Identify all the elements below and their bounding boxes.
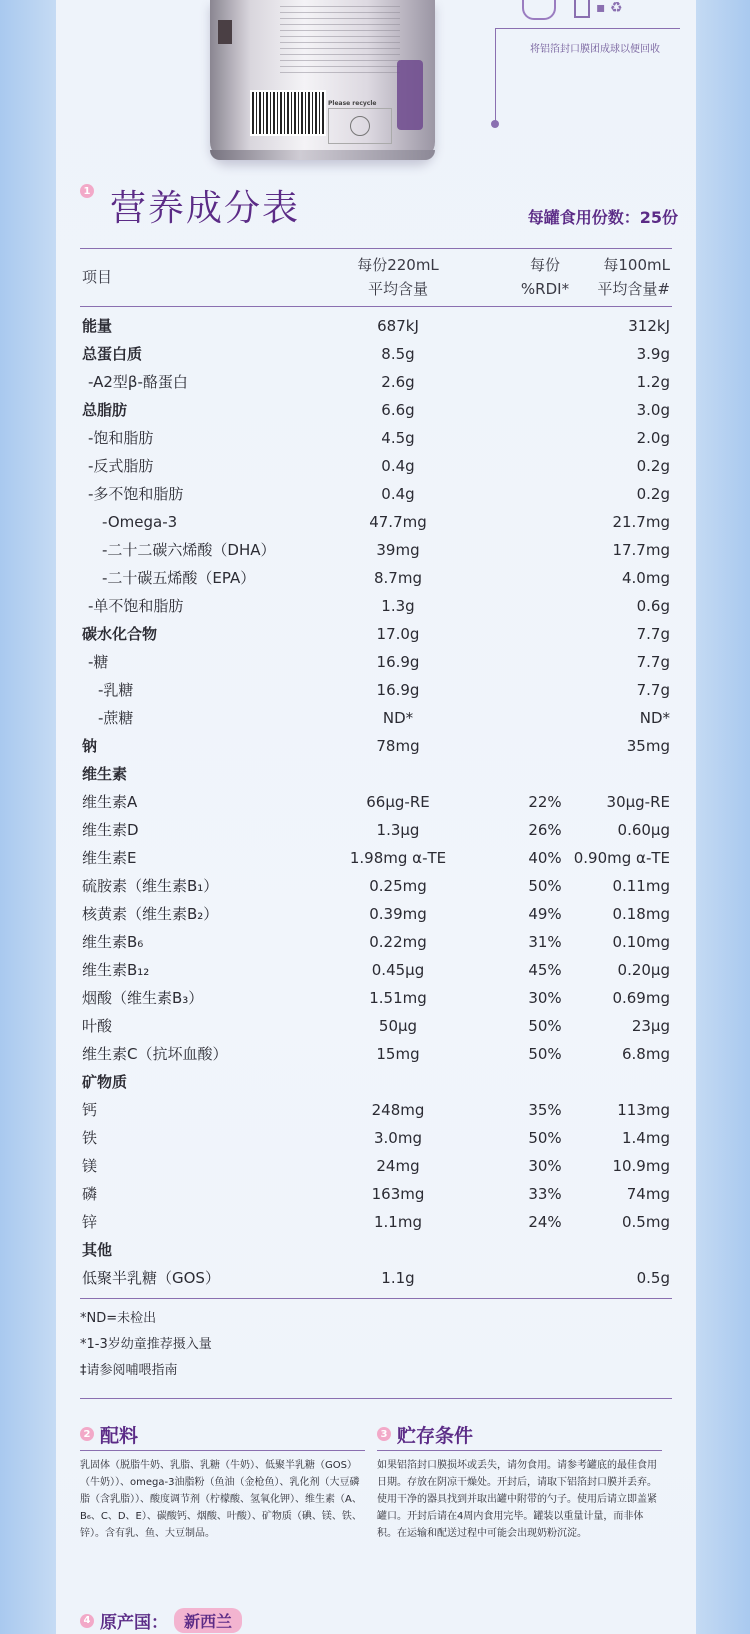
table-row [80,844,672,872]
row-name: 总蛋白质 [82,345,143,363]
servings-per-can: 每罐食用份数：25份 [527,208,678,227]
barcode-icon [250,90,326,136]
row-name: 维生素C（抗坏血酸） [82,1045,228,1063]
table-row [80,620,672,648]
row-per-serving: 0.4g [381,485,415,503]
table-row [80,508,672,536]
header-per-100ml [597,253,670,301]
callout-line-h [495,28,680,29]
row-per-100ml: 7.7g [636,625,670,643]
ingredients-rule [80,1450,365,1451]
row-rdi: 49% [528,905,562,923]
table-row [80,732,672,760]
table-row [80,1040,672,1068]
row-per-100ml: 2.0g [636,429,670,447]
header-per-serving [328,253,468,301]
row-per-100ml: 7.7g [636,681,670,699]
row-rdi: 40% [528,849,562,867]
nutrition-table-body [80,312,672,1292]
table-row [80,1180,672,1208]
row-per-serving: 163mg [371,1185,425,1203]
header-per-serving-line2: 平均含量 [367,280,428,298]
row-per-serving: 15mg [376,1045,420,1063]
bin-icon [574,0,590,18]
row-rdi: 24% [528,1213,562,1231]
table-row [80,1152,672,1180]
table-row [80,368,672,396]
row-per-serving: 3.0mg [374,1129,422,1147]
row-per-100ml: 0.69mg [612,989,670,1007]
row-name: 维生素D [82,821,139,839]
row-name: 矿物质 [82,1073,128,1091]
recycle-instruction-icons [514,0,634,24]
section-2-badge: 2 [80,1427,94,1441]
table-notes [80,1306,212,1384]
can-recycle-title: Please recycle [328,100,377,107]
table-row [80,956,672,984]
row-per-100ml: 0.2g [636,485,670,503]
row-per-serving: 4.5g [381,429,415,447]
row-per-100ml: 0.6g [636,597,670,615]
table-row [80,312,672,340]
row-name: 镁 [82,1157,98,1175]
row-per-100ml: 0.11mg [612,877,670,895]
row-per-100ml: 6.8mg [622,1045,670,1063]
section-4-badge: 4 [80,1614,94,1628]
notes-bottom-rule [80,1398,672,1399]
ingredients-heading [80,1422,365,1446]
row-per-100ml: 0.10mg [612,933,670,951]
header-item: 项目 [82,268,113,286]
row-name: 维生素B₁₂ [82,961,150,979]
storage-text: 如果铝箔封口膜损坏或丢失，请勿食用。请参考罐底的最佳食用日期。存放在阴凉干燥处。开封后，请取下铝箔封口膜并丢弃。使用干净的器具找到并取出罐中附带的勺子。使用后请立即盖紧罐口。开封后请在4周内食用完毕。罐装以重量计量，而非体积。在运输和配送过程中可能会出现奶粉沉淀。 [377,1460,657,1539]
row-per-100ml: 23μg [631,1017,670,1035]
note-nd: *ND=未检出 [80,1311,157,1326]
callout-text: 将铝箔封口膜团成球以便回收 [530,44,660,55]
table-row [80,1096,672,1124]
row-name: -反式脂肪 [88,457,154,475]
ingredients-text: 乳固体（脱脂牛奶、乳脂、乳糖（牛奶）、低聚半乳糖（GOS）（牛奶））、omega-3油脂粉（鱼油（金枪鱼）、乳化剂（大豆磷脂（含乳脂））、酸度调节剂（柠檬酸、氢氧化钾）、维生素（A、B₆、C、D、E）、碳酸钙、烟酸、叶酸）、矿物质（碘、镁、铁、锌）。含有乳、鱼、大豆制品。 [80,1460,362,1539]
storage-section [377,1422,662,1542]
row-per-100ml: ND* [639,709,670,727]
row-name: 铁 [82,1129,98,1147]
table-row [80,536,672,564]
row-per-serving: 16.9g [376,681,420,699]
row-name: 叶酸 [82,1017,113,1035]
table-row [80,872,672,900]
table-row [80,1264,672,1292]
row-name: -饱和脂肪 [88,429,154,447]
row-per-serving: 0.45μg [371,961,425,979]
table-row [80,928,672,956]
row-per-serving: 39mg [376,541,420,559]
row-per-serving: 1.1g [381,1269,415,1287]
table-row [80,704,672,732]
table-row [80,788,672,816]
row-per-100ml: 17.7mg [612,541,670,559]
ingredients-title: 配料 [100,1424,139,1447]
table-row [80,592,672,620]
row-per-100ml: 30μg-RE [606,793,670,811]
row-name: -Omega-3 [102,513,178,531]
row-per-serving: 8.5g [381,345,415,363]
row-per-serving: 1.3μg [376,821,420,839]
row-per-serving: 0.4g [381,457,415,475]
row-per-100ml: 3.9g [636,345,670,363]
row-name: 维生素E [82,849,137,867]
header-rdi [495,253,595,301]
table-top-rule [80,248,672,249]
row-name: 其他 [82,1241,113,1259]
row-name: 碳水化合物 [82,625,158,643]
row-per-100ml: 312kJ [628,317,670,335]
table-row [80,760,672,788]
row-name: -单不饱和脂肪 [88,597,184,615]
header-rdi-line2: %RDI* [520,280,570,298]
row-per-serving: 78mg [376,737,420,755]
row-per-serving: 1.3g [381,597,415,615]
storage-heading [377,1422,662,1446]
foil-ball-icon [522,0,556,20]
row-per-100ml: 0.20μg [617,961,670,979]
row-per-100ml: 0.2g [636,457,670,475]
row-name: -二十二碳六烯酸（DHA） [102,541,276,559]
row-rdi: 50% [528,1017,562,1035]
callout-dot [491,120,499,128]
can-recycle-box [328,108,392,144]
row-per-serving: 0.39mg [369,905,427,923]
can-logo-mark [218,20,232,44]
row-name: -多不饱和脂肪 [88,485,184,503]
row-per-100ml: 1.2g [636,373,670,391]
table-header-rule [80,306,672,307]
row-name: 能量 [82,317,113,335]
product-can-image [210,0,435,160]
row-per-serving: 6.6g [381,401,415,419]
table-row [80,816,672,844]
table-bottom-rule [80,1298,672,1299]
row-per-100ml: 0.18mg [612,905,670,923]
row-per-serving: 16.9g [376,653,420,671]
origin-row [80,1608,242,1633]
header-per-100ml-line1: 每100mL [603,256,670,274]
row-name: -A2型β-酪蛋白 [88,373,188,391]
row-per-100ml: 7.7g [636,653,670,671]
row-name: 低聚半乳糖（GOS） [82,1269,220,1287]
row-name: 锌 [82,1213,98,1231]
nutrition-title: 营养成分表 [110,188,301,229]
note-feeding: ‡请参阅哺喂指南 [80,1363,178,1378]
row-per-100ml: 0.5mg [622,1213,670,1231]
row-rdi: 30% [528,989,562,1007]
header-per-100ml-line2: 平均含量# [597,280,670,298]
row-per-100ml: 35mg [626,737,670,755]
row-per-100ml: 4.0mg [622,569,670,587]
row-per-serving: 50μg [378,1017,418,1035]
row-per-100ml: 113mg [617,1101,670,1119]
row-per-serving: 1.1mg [374,1213,422,1231]
ingredients-section [80,1422,365,1542]
table-row [80,452,672,480]
row-per-serving: 47.7mg [369,513,427,531]
row-per-100ml: 0.90mg α-TE [573,849,670,867]
row-per-serving: 17.0g [376,625,420,643]
row-name: 维生素B₆ [82,933,144,951]
row-per-serving: 8.7mg [374,569,422,587]
row-per-100ml: 21.7mg [612,513,670,531]
row-name: 钙 [82,1101,98,1119]
row-name: 维生素 [82,765,128,783]
row-rdi: 33% [528,1185,562,1203]
arrow-icon: ▪ ♻ [596,0,623,16]
row-per-100ml: 1.4mg [622,1129,670,1147]
row-per-serving: 0.25mg [369,877,427,895]
row-per-serving: ND* [382,709,414,727]
row-rdi: 31% [528,933,562,951]
row-name: -糖 [88,653,109,671]
table-row [80,1208,672,1236]
row-per-serving: 66μg-RE [366,793,430,811]
row-per-serving: 687kJ [377,317,419,335]
table-row [80,900,672,928]
row-rdi: 50% [528,1129,562,1147]
can-rim [210,150,435,160]
header-rdi-line1: 每份 [529,256,560,274]
storage-title: 贮存条件 [397,1424,474,1447]
row-rdi: 26% [528,821,562,839]
table-header [80,253,672,303]
row-rdi: 45% [528,961,562,979]
table-row [80,396,672,424]
can-label-text [280,6,400,76]
table-row [80,984,672,1012]
table-row [80,1124,672,1152]
row-rdi: 30% [528,1157,562,1175]
origin-value: 新西兰 [174,1608,242,1633]
table-row [80,480,672,508]
recycle-icon [350,116,370,136]
table-row [80,1012,672,1040]
note-rdi: *1-3岁幼童推荐摄入量 [80,1337,212,1352]
row-name: 烟酸（维生素B₃） [82,989,204,1007]
section-3-badge: 3 [377,1427,391,1441]
row-name: 钠 [82,737,98,755]
origin-label: 原产国： [100,1613,168,1633]
row-per-serving: 248mg [371,1101,425,1119]
row-name: -二十碳五烯酸（EPA） [102,569,256,587]
row-name: 硫胺素（维生素B₁） [82,877,219,895]
row-per-100ml: 3.0g [636,401,670,419]
row-per-serving: 1.51mg [369,989,427,1007]
callout-line-v [495,28,496,123]
section-1-badge: 1 [80,184,94,198]
can-purple-band [397,60,423,130]
row-rdi: 35% [528,1101,562,1119]
row-name: -蔗糖 [98,709,134,727]
storage-rule [377,1450,662,1451]
table-row [80,564,672,592]
header-per-serving-line1: 每份220mL [357,256,439,274]
row-rdi: 22% [528,793,562,811]
row-rdi: 50% [528,1045,562,1063]
row-rdi: 50% [528,877,562,895]
row-per-serving: 1.98mg α-TE [349,849,447,867]
table-row [80,1236,672,1264]
row-per-100ml: 0.5g [636,1269,670,1287]
row-per-serving: 24mg [376,1157,420,1175]
row-name: 核黄素（维生素B₂） [82,905,219,923]
table-row [80,340,672,368]
row-name: 维生素A [82,793,138,811]
row-per-100ml: 74mg [626,1185,670,1203]
row-per-100ml: 10.9mg [612,1157,670,1175]
row-per-serving: 0.22mg [369,933,427,951]
row-name: 总脂肪 [82,401,128,419]
row-per-serving: 2.6g [381,373,415,391]
table-row [80,676,672,704]
table-row [80,1068,672,1096]
row-name: -乳糖 [98,681,134,699]
row-name: 磷 [82,1185,98,1203]
row-per-100ml: 0.60μg [617,821,670,839]
table-row [80,648,672,676]
table-row [80,424,672,452]
